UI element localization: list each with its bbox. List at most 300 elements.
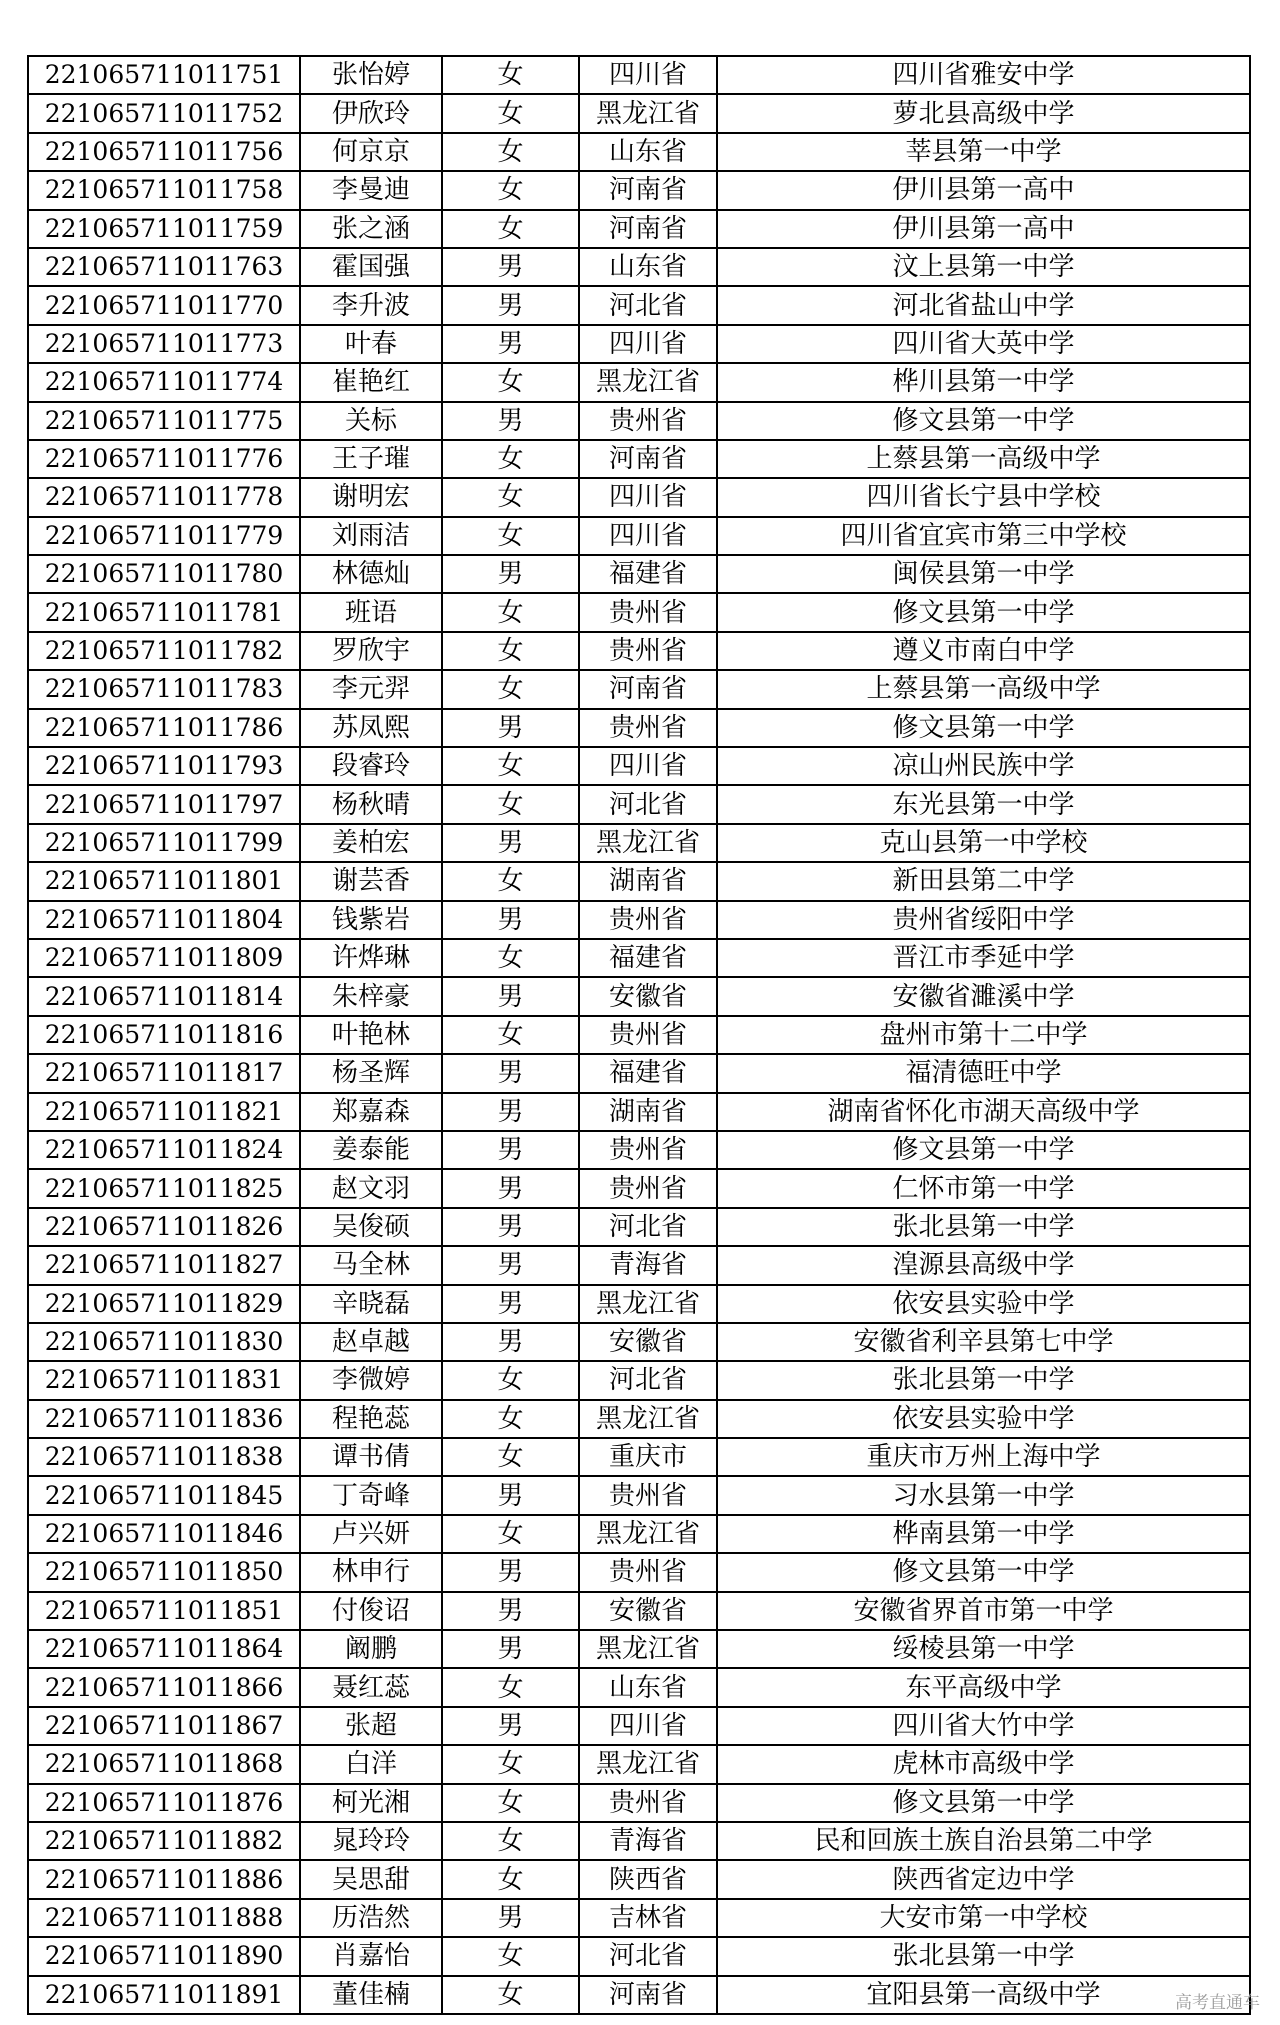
table-row [28, 171, 1250, 209]
school-cell: 修文县第一中学 [717, 1131, 1250, 1169]
student-id-cell: 221065711011775 [28, 402, 300, 440]
table-row [28, 901, 1250, 939]
school-cell: 上蔡县第一高级中学 [717, 670, 1250, 708]
table-row [28, 1323, 1250, 1361]
student-id-cell: 221065711011864 [28, 1630, 300, 1668]
table-row [28, 1361, 1250, 1399]
table-row [28, 1630, 1250, 1668]
province-cell: 贵州省 [579, 593, 717, 631]
province-cell: 四川省 [579, 1707, 717, 1745]
province-cell: 贵州省 [579, 402, 717, 440]
school-cell: 宜阳县第一高级中学 [717, 1976, 1250, 2014]
student-id-cell: 221065711011774 [28, 363, 300, 401]
table-row [28, 248, 1250, 286]
table-row [28, 555, 1250, 593]
gender-cell: 男 [442, 286, 579, 324]
gender-cell: 女 [442, 94, 579, 132]
name-cell: 肖嘉怡 [300, 1937, 442, 1975]
gender-cell: 女 [442, 670, 579, 708]
gender-cell: 女 [442, 1400, 579, 1438]
name-cell: 钱紫岩 [300, 901, 442, 939]
province-cell: 福建省 [579, 939, 717, 977]
gender-cell: 男 [442, 402, 579, 440]
name-cell: 林申行 [300, 1553, 442, 1591]
student-id-cell: 221065711011827 [28, 1246, 300, 1284]
school-cell: 闽侯县第一中学 [717, 555, 1250, 593]
table-row [28, 402, 1250, 440]
student-id-cell: 221065711011866 [28, 1668, 300, 1706]
gender-cell: 女 [442, 1745, 579, 1783]
name-cell: 关标 [300, 402, 442, 440]
table-row [28, 1937, 1250, 1975]
admission-list-table [27, 55, 1251, 2015]
student-id-cell: 221065711011816 [28, 1016, 300, 1054]
name-cell: 赵卓越 [300, 1323, 442, 1361]
student-id-cell: 221065711011809 [28, 939, 300, 977]
gender-cell: 男 [442, 1899, 579, 1937]
name-cell: 何京京 [300, 133, 442, 171]
province-cell: 安徽省 [579, 1323, 717, 1361]
table-row [28, 210, 1250, 248]
school-cell: 河北省盐山中学 [717, 286, 1250, 324]
student-id-cell: 221065711011888 [28, 1899, 300, 1937]
table-row [28, 1976, 1250, 2014]
gender-cell: 男 [442, 1476, 579, 1514]
school-cell: 修文县第一中学 [717, 709, 1250, 747]
school-cell: 东光县第一中学 [717, 785, 1250, 823]
name-cell: 郑嘉森 [300, 1093, 442, 1131]
school-cell: 四川省大英中学 [717, 325, 1250, 363]
gender-cell: 女 [442, 1016, 579, 1054]
name-cell: 柯光湘 [300, 1784, 442, 1822]
school-cell: 湖南省怀化市湖天高级中学 [717, 1093, 1250, 1131]
province-cell: 河南省 [579, 210, 717, 248]
gender-cell: 女 [442, 133, 579, 171]
student-id-cell: 221065711011756 [28, 133, 300, 171]
gender-cell: 女 [442, 171, 579, 209]
gender-cell: 女 [442, 440, 579, 478]
school-cell: 新田县第二中学 [717, 862, 1250, 900]
table-row [28, 1822, 1250, 1860]
school-cell: 依安县实验中学 [717, 1285, 1250, 1323]
name-cell: 姜柏宏 [300, 824, 442, 862]
table-row [28, 1860, 1250, 1898]
school-cell: 习水县第一中学 [717, 1476, 1250, 1514]
province-cell: 河北省 [579, 1937, 717, 1975]
school-cell: 克山县第一中学校 [717, 824, 1250, 862]
gender-cell: 女 [442, 1668, 579, 1706]
name-cell: 李曼迪 [300, 171, 442, 209]
table-row [28, 939, 1250, 977]
gender-cell: 男 [442, 248, 579, 286]
student-id-cell: 221065711011891 [28, 1976, 300, 2014]
province-cell: 贵州省 [579, 901, 717, 939]
school-cell: 修文县第一中学 [717, 1553, 1250, 1591]
province-cell: 黑龙江省 [579, 1630, 717, 1668]
school-cell: 民和回族土族自治县第二中学 [717, 1822, 1250, 1860]
student-id-cell: 221065711011876 [28, 1784, 300, 1822]
gender-cell: 男 [442, 709, 579, 747]
table-row [28, 1515, 1250, 1553]
name-cell: 卢兴妍 [300, 1515, 442, 1553]
student-id-cell: 221065711011781 [28, 593, 300, 631]
gender-cell: 女 [442, 939, 579, 977]
table-row [28, 1476, 1250, 1514]
name-cell: 林德灿 [300, 555, 442, 593]
name-cell: 谢芸香 [300, 862, 442, 900]
gender-cell: 女 [442, 1515, 579, 1553]
name-cell: 吴俊硕 [300, 1208, 442, 1246]
province-cell: 福建省 [579, 555, 717, 593]
school-cell: 安徽省濉溪中学 [717, 977, 1250, 1015]
name-cell: 谭书倩 [300, 1438, 442, 1476]
school-cell: 修文县第一中学 [717, 402, 1250, 440]
student-id-cell: 221065711011793 [28, 747, 300, 785]
gender-cell: 女 [442, 1361, 579, 1399]
student-id-cell: 221065711011799 [28, 824, 300, 862]
name-cell: 杨圣辉 [300, 1054, 442, 1092]
student-id-cell: 221065711011821 [28, 1093, 300, 1131]
table-row [28, 325, 1250, 363]
table-row [28, 670, 1250, 708]
province-cell: 黑龙江省 [579, 363, 717, 401]
gender-cell: 女 [442, 1860, 579, 1898]
student-id-cell: 221065711011890 [28, 1937, 300, 1975]
table-body [28, 56, 1250, 2014]
table-row [28, 1553, 1250, 1591]
school-cell: 福清德旺中学 [717, 1054, 1250, 1092]
table-row [28, 478, 1250, 516]
gender-cell: 男 [442, 977, 579, 1015]
school-cell: 修文县第一中学 [717, 1784, 1250, 1822]
school-cell: 莘县第一中学 [717, 133, 1250, 171]
student-id-cell: 221065711011783 [28, 670, 300, 708]
table-row [28, 1285, 1250, 1323]
student-id-cell: 221065711011751 [28, 56, 300, 94]
student-id-cell: 221065711011758 [28, 171, 300, 209]
name-cell: 姜泰能 [300, 1131, 442, 1169]
school-cell: 贵州省绥阳中学 [717, 901, 1250, 939]
table-row [28, 1054, 1250, 1092]
school-cell: 四川省雅安中学 [717, 56, 1250, 94]
gender-cell: 男 [442, 1246, 579, 1284]
school-cell: 陕西省定边中学 [717, 1860, 1250, 1898]
student-id-cell: 221065711011846 [28, 1515, 300, 1553]
student-id-cell: 221065711011831 [28, 1361, 300, 1399]
table-row [28, 1208, 1250, 1246]
province-cell: 四川省 [579, 517, 717, 555]
province-cell: 黑龙江省 [579, 94, 717, 132]
gender-cell: 女 [442, 1937, 579, 1975]
student-id-cell: 221065711011824 [28, 1131, 300, 1169]
table-row [28, 785, 1250, 823]
gender-cell: 女 [442, 478, 579, 516]
name-cell: 马全林 [300, 1246, 442, 1284]
name-cell: 苏凤熙 [300, 709, 442, 747]
table-row [28, 1016, 1250, 1054]
gender-cell: 男 [442, 1630, 579, 1668]
school-cell: 安徽省利辛县第七中学 [717, 1323, 1250, 1361]
gender-cell: 男 [442, 1592, 579, 1630]
table-row [28, 1707, 1250, 1745]
table-row [28, 709, 1250, 747]
gender-cell: 女 [442, 1438, 579, 1476]
province-cell: 陕西省 [579, 1860, 717, 1898]
name-cell: 霍国强 [300, 248, 442, 286]
gender-cell: 男 [442, 1707, 579, 1745]
name-cell: 阚鹏 [300, 1630, 442, 1668]
province-cell: 山东省 [579, 1668, 717, 1706]
province-cell: 四川省 [579, 747, 717, 785]
province-cell: 黑龙江省 [579, 824, 717, 862]
school-cell: 张北县第一中学 [717, 1361, 1250, 1399]
province-cell: 贵州省 [579, 1553, 717, 1591]
table-row [28, 1246, 1250, 1284]
student-id-cell: 221065711011797 [28, 785, 300, 823]
school-cell: 大安市第一中学校 [717, 1899, 1250, 1937]
school-cell: 萝北县高级中学 [717, 94, 1250, 132]
watermark: 高考直通车 [1175, 1993, 1260, 2013]
province-cell: 河南省 [579, 670, 717, 708]
student-id-cell: 221065711011830 [28, 1323, 300, 1361]
province-cell: 湖南省 [579, 862, 717, 900]
name-cell: 历浩然 [300, 1899, 442, 1937]
province-cell: 黑龙江省 [579, 1515, 717, 1553]
student-id-cell: 221065711011814 [28, 977, 300, 1015]
province-cell: 黑龙江省 [579, 1400, 717, 1438]
school-cell: 伊川县第一高中 [717, 171, 1250, 209]
province-cell: 河北省 [579, 286, 717, 324]
student-id-cell: 221065711011817 [28, 1054, 300, 1092]
student-id-cell: 221065711011782 [28, 632, 300, 670]
name-cell: 张之涵 [300, 210, 442, 248]
table-row [28, 133, 1250, 171]
name-cell: 谢明宏 [300, 478, 442, 516]
name-cell: 丁奇峰 [300, 1476, 442, 1514]
province-cell: 贵州省 [579, 1131, 717, 1169]
table-row [28, 747, 1250, 785]
student-id-cell: 221065711011759 [28, 210, 300, 248]
gender-cell: 男 [442, 1323, 579, 1361]
name-cell: 李微婷 [300, 1361, 442, 1399]
student-id-cell: 221065711011804 [28, 901, 300, 939]
table-row [28, 1131, 1250, 1169]
student-id-cell: 221065711011825 [28, 1169, 300, 1207]
table-row [28, 1438, 1250, 1476]
student-id-cell: 221065711011776 [28, 440, 300, 478]
school-cell: 四川省长宁县中学校 [717, 478, 1250, 516]
student-id-cell: 221065711011836 [28, 1400, 300, 1438]
student-id-cell: 221065711011778 [28, 478, 300, 516]
student-id-cell: 221065711011826 [28, 1208, 300, 1246]
table-row [28, 862, 1250, 900]
gender-cell: 女 [442, 632, 579, 670]
province-cell: 重庆市 [579, 1438, 717, 1476]
student-id-cell: 221065711011752 [28, 94, 300, 132]
name-cell: 张怡婷 [300, 56, 442, 94]
name-cell: 崔艳红 [300, 363, 442, 401]
school-cell: 依安县实验中学 [717, 1400, 1250, 1438]
province-cell: 青海省 [579, 1246, 717, 1284]
name-cell: 杨秋晴 [300, 785, 442, 823]
student-id-cell: 221065711011850 [28, 1553, 300, 1591]
gender-cell: 女 [442, 56, 579, 94]
province-cell: 福建省 [579, 1054, 717, 1092]
name-cell: 刘雨洁 [300, 517, 442, 555]
table-row [28, 1169, 1250, 1207]
table-row [28, 1668, 1250, 1706]
school-cell: 凉山州民族中学 [717, 747, 1250, 785]
student-id-cell: 221065711011780 [28, 555, 300, 593]
gender-cell: 男 [442, 1285, 579, 1323]
province-cell: 黑龙江省 [579, 1285, 717, 1323]
gender-cell: 女 [442, 517, 579, 555]
province-cell: 河北省 [579, 785, 717, 823]
name-cell: 李元羿 [300, 670, 442, 708]
gender-cell: 女 [442, 593, 579, 631]
name-cell: 朱梓豪 [300, 977, 442, 1015]
table-row [28, 1899, 1250, 1937]
gender-cell: 男 [442, 1054, 579, 1092]
province-cell: 四川省 [579, 56, 717, 94]
name-cell: 段睿玲 [300, 747, 442, 785]
gender-cell: 女 [442, 862, 579, 900]
province-cell: 山东省 [579, 133, 717, 171]
province-cell: 四川省 [579, 325, 717, 363]
province-cell: 湖南省 [579, 1093, 717, 1131]
school-cell: 安徽省界首市第一中学 [717, 1592, 1250, 1630]
province-cell: 贵州省 [579, 632, 717, 670]
province-cell: 安徽省 [579, 977, 717, 1015]
province-cell: 贵州省 [579, 1169, 717, 1207]
table-row [28, 56, 1250, 94]
student-id-cell: 221065711011868 [28, 1745, 300, 1783]
gender-cell: 女 [442, 1822, 579, 1860]
province-cell: 吉林省 [579, 1899, 717, 1937]
table-row [28, 593, 1250, 631]
gender-cell: 女 [442, 1784, 579, 1822]
name-cell: 董佳楠 [300, 1976, 442, 2014]
gender-cell: 男 [442, 901, 579, 939]
student-id-cell: 221065711011770 [28, 286, 300, 324]
gender-cell: 男 [442, 325, 579, 363]
name-cell: 伊欣玲 [300, 94, 442, 132]
province-cell: 安徽省 [579, 1592, 717, 1630]
school-cell: 盘州市第十二中学 [717, 1016, 1250, 1054]
student-id-cell: 221065711011829 [28, 1285, 300, 1323]
table-row [28, 1784, 1250, 1822]
student-id-cell: 221065711011801 [28, 862, 300, 900]
province-cell: 四川省 [579, 478, 717, 516]
gender-cell: 男 [442, 1131, 579, 1169]
gender-cell: 女 [442, 210, 579, 248]
school-cell: 桦南县第一中学 [717, 1515, 1250, 1553]
province-cell: 贵州省 [579, 709, 717, 747]
table-row [28, 1400, 1250, 1438]
gender-cell: 男 [442, 1093, 579, 1131]
student-id-cell: 221065711011773 [28, 325, 300, 363]
province-cell: 河北省 [579, 1361, 717, 1399]
name-cell: 吴思甜 [300, 1860, 442, 1898]
table-row [28, 363, 1250, 401]
table-row [28, 824, 1250, 862]
province-cell: 河南省 [579, 440, 717, 478]
school-cell: 四川省宜宾市第三中学校 [717, 517, 1250, 555]
province-cell: 山东省 [579, 248, 717, 286]
name-cell: 赵文羽 [300, 1169, 442, 1207]
province-cell: 河南省 [579, 171, 717, 209]
table-row [28, 1592, 1250, 1630]
name-cell: 白洋 [300, 1745, 442, 1783]
name-cell: 辛晓磊 [300, 1285, 442, 1323]
province-cell: 贵州省 [579, 1784, 717, 1822]
province-cell: 贵州省 [579, 1476, 717, 1514]
name-cell: 聂红蕊 [300, 1668, 442, 1706]
name-cell: 付俊诏 [300, 1592, 442, 1630]
school-cell: 张北县第一中学 [717, 1208, 1250, 1246]
school-cell: 湟源县高级中学 [717, 1246, 1250, 1284]
name-cell: 叶艳林 [300, 1016, 442, 1054]
student-id-cell: 221065711011867 [28, 1707, 300, 1745]
name-cell: 王子璀 [300, 440, 442, 478]
table-row [28, 632, 1250, 670]
student-id-cell: 221065711011763 [28, 248, 300, 286]
gender-cell: 男 [442, 1169, 579, 1207]
province-cell: 黑龙江省 [579, 1745, 717, 1783]
name-cell: 班语 [300, 593, 442, 631]
name-cell: 许烨琳 [300, 939, 442, 977]
gender-cell: 男 [442, 555, 579, 593]
province-cell: 贵州省 [579, 1016, 717, 1054]
table-row [28, 286, 1250, 324]
name-cell: 罗欣宇 [300, 632, 442, 670]
name-cell: 叶春 [300, 325, 442, 363]
table-row [28, 440, 1250, 478]
school-cell: 伊川县第一高中 [717, 210, 1250, 248]
gender-cell: 男 [442, 1208, 579, 1246]
gender-cell: 女 [442, 747, 579, 785]
school-cell: 遵义市南白中学 [717, 632, 1250, 670]
student-id-cell: 221065711011786 [28, 709, 300, 747]
school-cell: 汶上县第一中学 [717, 248, 1250, 286]
gender-cell: 男 [442, 1553, 579, 1591]
school-cell: 东平高级中学 [717, 1668, 1250, 1706]
province-cell: 河北省 [579, 1208, 717, 1246]
school-cell: 虎林市高级中学 [717, 1745, 1250, 1783]
student-id-cell: 221065711011845 [28, 1476, 300, 1514]
name-cell: 程艳蕊 [300, 1400, 442, 1438]
school-cell: 重庆市万州上海中学 [717, 1438, 1250, 1476]
school-cell: 上蔡县第一高级中学 [717, 440, 1250, 478]
name-cell: 晁玲玲 [300, 1822, 442, 1860]
table-row [28, 977, 1250, 1015]
student-id-cell: 221065711011851 [28, 1592, 300, 1630]
gender-cell: 女 [442, 1976, 579, 2014]
school-cell: 仁怀市第一中学 [717, 1169, 1250, 1207]
school-cell: 绥棱县第一中学 [717, 1630, 1250, 1668]
student-id-cell: 221065711011886 [28, 1860, 300, 1898]
student-id-cell: 221065711011882 [28, 1822, 300, 1860]
province-cell: 青海省 [579, 1822, 717, 1860]
gender-cell: 男 [442, 824, 579, 862]
gender-cell: 女 [442, 363, 579, 401]
school-cell: 张北县第一中学 [717, 1937, 1250, 1975]
gender-cell: 女 [442, 785, 579, 823]
table-row [28, 94, 1250, 132]
school-cell: 修文县第一中学 [717, 593, 1250, 631]
student-id-cell: 221065711011838 [28, 1438, 300, 1476]
school-cell: 桦川县第一中学 [717, 363, 1250, 401]
